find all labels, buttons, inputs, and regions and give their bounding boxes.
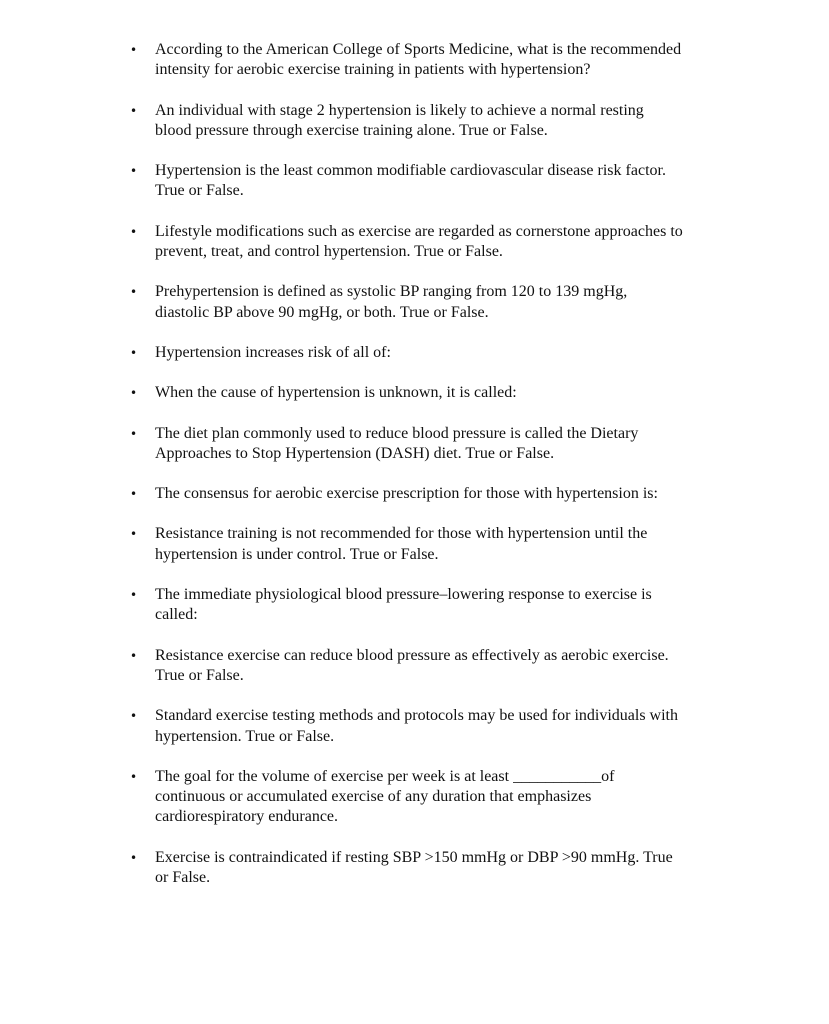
question-text: Prehypertension is defined as systolic BP ranging from 120 to 139 mgHg, diastolic BP above 90 mgHg, or both. True or False. — [155, 283, 628, 321]
question-text: When the cause of hypertension is unknown, it is called: — [155, 384, 517, 402]
bullet-icon: • — [130, 103, 138, 118]
question-text: An individual with stage 2 hypertension is likely to achieve a normal resting blood pressure through exercise training alone. True or False. — [155, 101, 644, 139]
bullet-icon: • — [130, 345, 138, 360]
question-text: Lifestyle modifications such as exercise are regarded as cornerstone approaches to prevent, treat, and control hypertension. True or False. — [155, 222, 683, 261]
bullet-icon: • — [130, 487, 138, 502]
bullet-icon: • — [130, 648, 138, 663]
question-text: Resistance exercise can reduce blood pressure as effectively as aerobic exercise. True or False. — [155, 646, 669, 684]
question-item — [0, 524, 829, 565]
question-item — [0, 101, 829, 142]
question-text: According to the American College of Sports Medicine, what is the recommended intensity for aerobic exercise training in patients with hypertension? — [155, 41, 682, 79]
question-item — [0, 282, 829, 323]
question-text: The immediate physiological blood pressure–lowering response to exercise is called: — [155, 586, 652, 624]
question-item — [0, 767, 829, 828]
question-item — [0, 161, 829, 202]
bullet-icon: • — [130, 709, 138, 724]
question-item — [0, 424, 829, 465]
question-text: Hypertension is the least common modifiable cardiovascular disease risk factor. True or False. — [155, 162, 666, 200]
question-text: Hypertension increases risk of all of: — [155, 343, 391, 361]
bullet-icon: • — [130, 224, 138, 239]
bullet-icon: • — [130, 164, 138, 179]
question-item — [0, 484, 829, 504]
question-item — [0, 585, 829, 626]
bullet-icon: • — [130, 426, 138, 441]
question-item — [0, 383, 829, 403]
question-item — [0, 343, 829, 363]
question-text: Standard exercise testing methods and protocols may be used for individuals with hypertension. True or False. — [155, 707, 678, 745]
question-item — [0, 706, 829, 747]
bullet-icon: • — [130, 527, 138, 542]
question-text: The consensus for aerobic exercise prescription for those with hypertension is: — [155, 485, 658, 503]
bullet-icon: • — [130, 769, 138, 784]
question-item — [0, 646, 829, 687]
question-text: Exercise is contraindicated if resting SBP >150 mmHg or DBP >90 mmHg. True or False. — [155, 848, 673, 887]
question-text: The diet plan commonly used to reduce blood pressure is called the Dietary Approaches to Stop Hypertension (DASH) diet. True or False. — [155, 424, 639, 462]
bullet-icon: • — [130, 850, 138, 865]
bullet-icon: • — [130, 43, 138, 57]
question-item — [0, 222, 829, 263]
bullet-icon: • — [130, 386, 138, 401]
question-text: The goal for the volume of exercise per week is at least ___________of continuous or accumulated exercise of any duration that emphasizes cardiorespiratory endurance. — [155, 767, 615, 826]
bullet-icon: • — [130, 285, 138, 300]
question-item — [0, 40, 829, 81]
question-text: Resistance training is not recommended for those with hypertension until the hypertension is under control. True or False. — [155, 525, 648, 563]
question-list — [0, 40, 829, 908]
question-item — [0, 848, 829, 889]
bullet-icon: • — [130, 588, 138, 603]
